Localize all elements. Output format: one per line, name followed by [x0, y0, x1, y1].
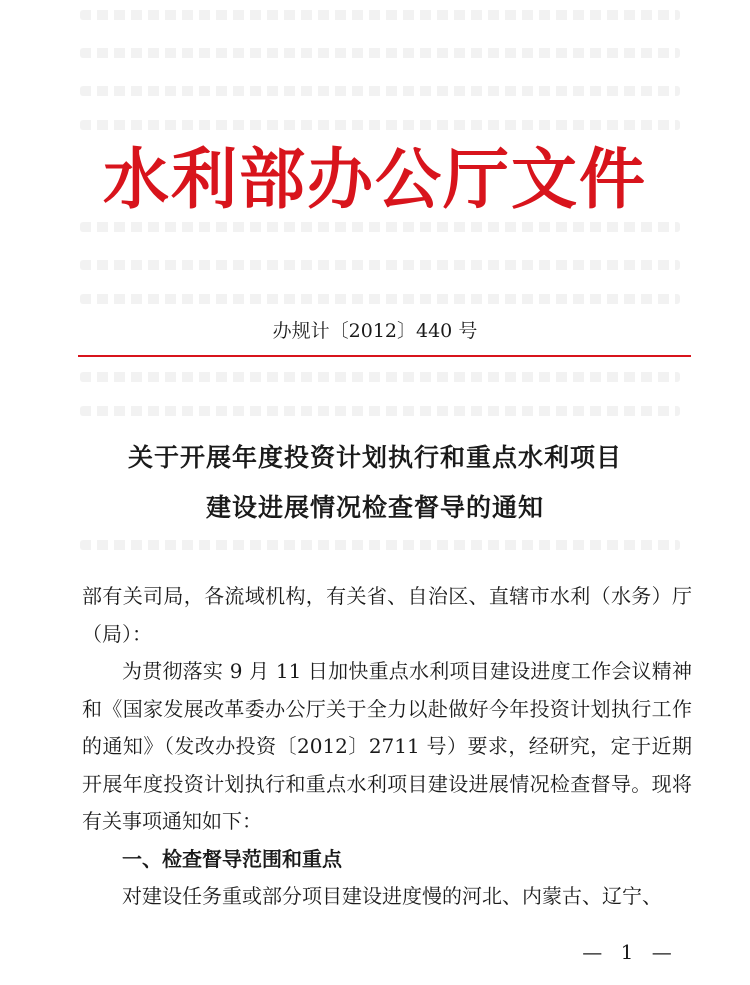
document-number: 办规计〔2012〕440 号	[272, 320, 478, 342]
document-header-title: 水利部办公厅文件	[103, 141, 647, 218]
bleed-through-line	[80, 406, 680, 416]
bleed-through-line	[80, 120, 680, 130]
bleed-through-line	[80, 540, 680, 550]
bleed-through-line	[80, 222, 680, 232]
bleed-through-line	[80, 294, 680, 304]
addressee: 部有关司局，各流域机构，有关省、自治区、直辖市水利（水务）厅（局）：	[82, 584, 692, 646]
notice-title-line-2: 建设进展情况检查督导的通知	[205, 493, 544, 522]
body-paragraph: 为贯彻落实 9 月 11 日加快重点水利项目建设进度工作会议精神和《国家发展改革委办公厅关于全力以赴做好今年投资计划执行工作的通知》（发改办投资〔2012〕2711 号）要求，经研究，定于近期开展年度投资计划执行和重点水利项目建设进展情况检查督导。现将有关事项通知如下：	[82, 659, 692, 833]
document-body	[82, 578, 692, 916]
bleed-through-line	[80, 48, 680, 58]
bleed-through-line	[80, 260, 680, 270]
body-paragraph: 对建设任务重或部分项目建设进度慢的河北、内蒙古、辽宁、	[122, 884, 662, 908]
section-heading: 一、检查督导范围和重点	[122, 846, 342, 871]
notice-title-line-1: 关于开展年度投资计划执行和重点水利项目	[127, 443, 622, 472]
bleed-through-line	[80, 10, 680, 20]
red-divider-line	[78, 355, 691, 357]
page-number: — 1 —	[582, 940, 678, 964]
bleed-through-line	[80, 372, 680, 382]
bleed-through-line	[80, 86, 680, 96]
